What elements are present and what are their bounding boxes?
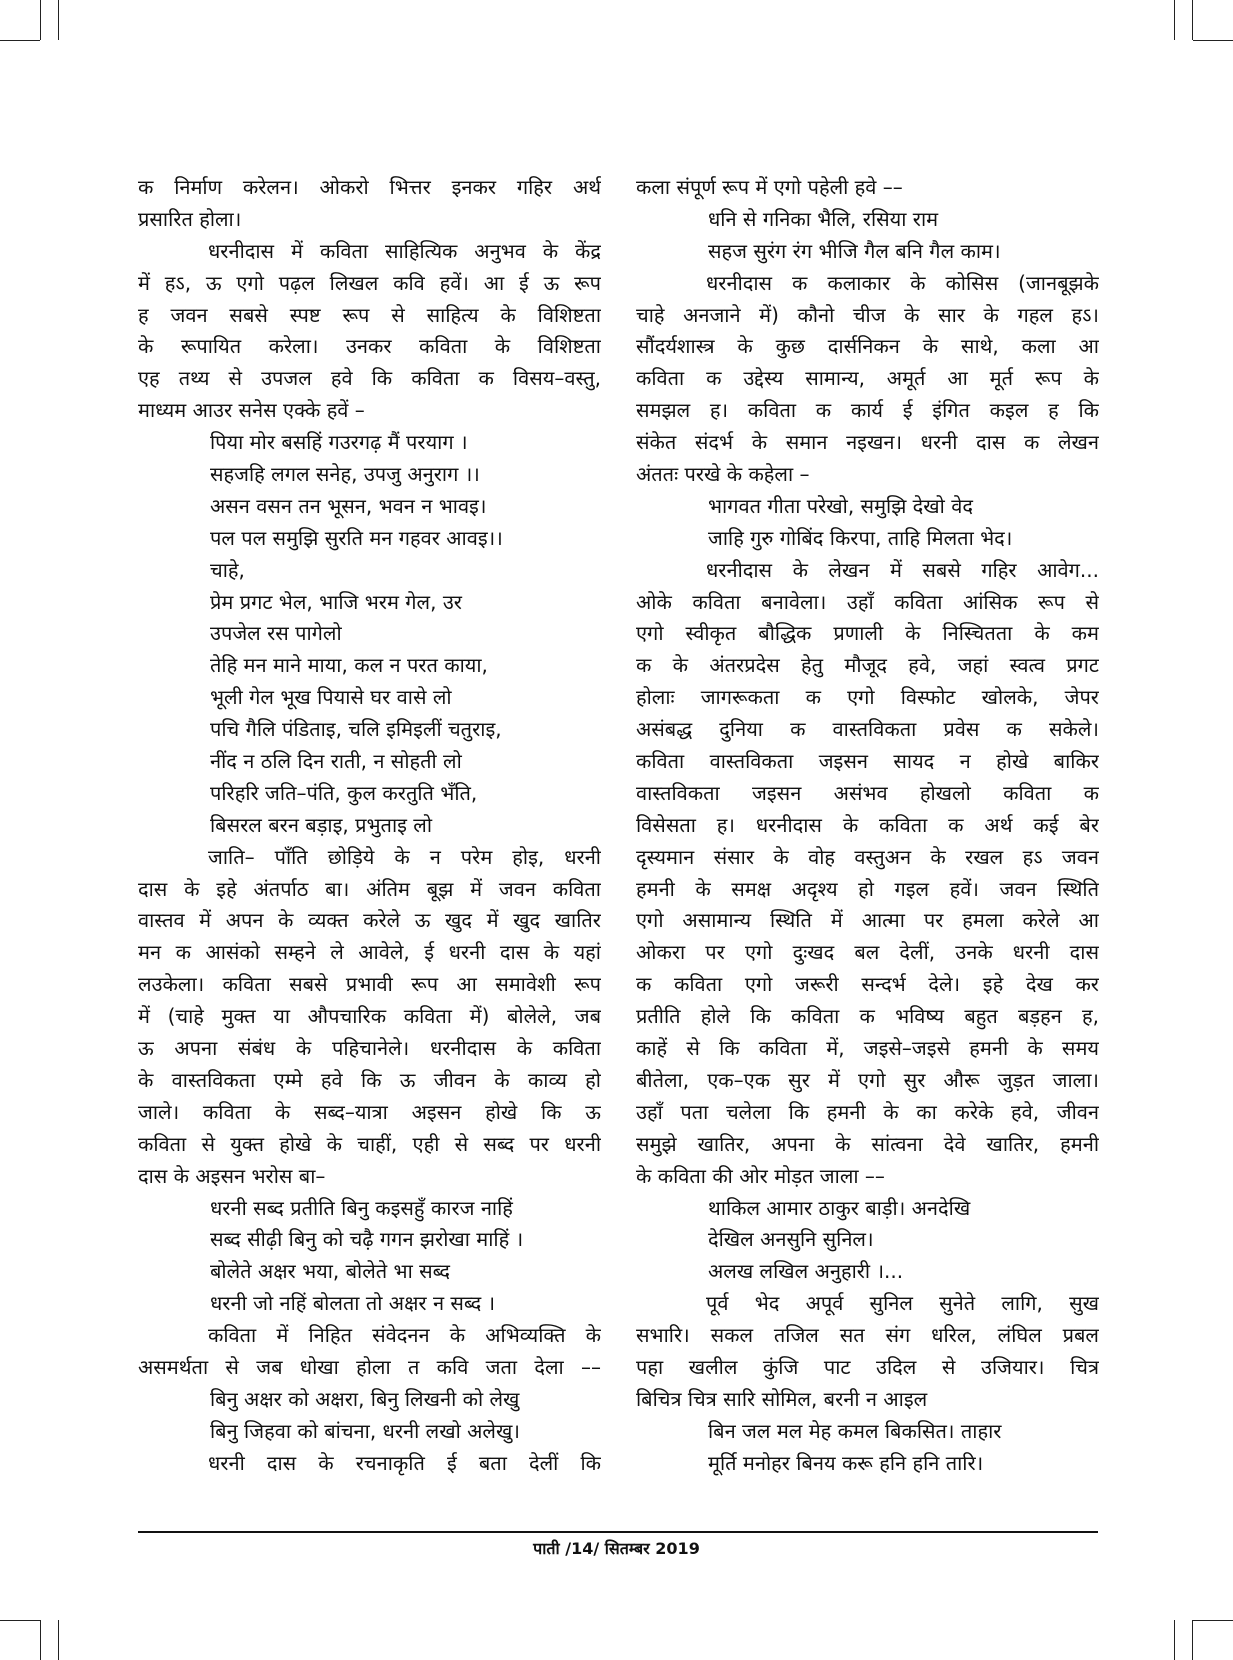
text-line: में (चाहे मुक्त या औपचारिक कविता में) बोलेले, जब	[138, 1004, 601, 1029]
verse-line: जाहि गुरु गोबिंद किरपा, ताहि मिलता भेद।	[708, 525, 1013, 550]
text-line: काहें से कि कविता में, जइसे–जइसे हमनी के समय	[636, 1036, 1099, 1061]
verse-line: तेहि मन माने माया, कल न परत काया,	[210, 653, 488, 678]
text-line: वास्तव में अपन के व्यक्त करेले ऊ खुद में खुद खातिर	[138, 908, 601, 933]
verse-line: प्रेम प्रगट भेल, भाजि भरम गेल, उर	[210, 589, 462, 614]
text-line: धरनीदास क कलाकार के कोसिस (जानबूझके	[706, 270, 1099, 295]
text-line: जाले। कविता के सब्द–यात्रा अइसन होखे कि ऊ	[138, 1099, 601, 1124]
verse-line: बिनु अक्षर को अक्षरा, बिनु लिखनी को लेखु	[210, 1386, 520, 1411]
verse-line: नींद न ठलि दिन राती, न सोहती लो	[210, 749, 462, 774]
text-line: बिचित्र चित्र सारि सोमिल, बरनी न आइल	[636, 1386, 928, 1411]
text-line: समुझे खातिर, अपना के सांत्वना देवे खातिर, हमनी	[636, 1131, 1099, 1156]
verse-line: देखिल अनसुनि सुनिल।	[708, 1227, 874, 1252]
crop-mark	[1193, 1620, 1233, 1621]
text-line: के रूपायित करेला। उनकर कविता के विशिष्टता	[138, 334, 601, 359]
text-line: पूर्व भेद अपूर्व सुनिल सुनेते लागि, सुख	[706, 1291, 1099, 1316]
text-line: क कविता एगो जरूरी सन्दर्भ देले। इहे देख कर	[636, 972, 1099, 997]
text-line: दृस्यमान संसार के वोह वस्तुअन के रखल हऽ जवन	[636, 844, 1099, 869]
text-line: हमनी के समक्ष अदृश्य हो गइल हवें। जवन स्थिति	[636, 876, 1099, 901]
footer-rule	[138, 1531, 1098, 1533]
page-footer: पाती /14/ सितम्बर 2019	[533, 1539, 700, 1558]
verse-line: बोलेते अक्षर भया, बोलेते भा सब्द	[210, 1259, 450, 1284]
text-line: धरनीदास में कविता साहित्यिक अनुभव के केंद्र	[208, 238, 601, 263]
text-line: कविता से युक्त होखे के चाहीं, एही से सब्द पर धरनी	[138, 1131, 601, 1156]
text-line: कला संपूर्ण रूप में एगो पहेली हवे ––	[636, 175, 903, 199]
crop-mark	[1192, 0, 1193, 40]
text-line: होलाः जागरूकता क एगो विस्फोट खोलके, जेपर	[636, 685, 1099, 710]
verse-line: उपजेल रस पागेलो	[210, 621, 342, 646]
verse-line: भागवत गीता परेखो, समुझि देखो वेद	[708, 493, 973, 518]
crop-mark	[1174, 0, 1175, 40]
verse-line: अलख लखिल अनुहारी ।...	[708, 1259, 904, 1284]
verse-line: बिन जल मल मेह कमल बिकसित। ताहार	[708, 1418, 1002, 1443]
text-line: लउकेला। कविता सबसे प्रभावी रूप आ समावेशी रूप	[138, 972, 601, 997]
verse-line: बिनु जिहवा को बांचना, धरनी लखो अलेखु।	[210, 1418, 520, 1443]
text-line: ओके कविता बनावेला। उहाँ कविता आंसिक रूप से	[636, 589, 1099, 614]
text-line: मन क आसंको सम्हने ले आवेले, ई धरनी दास के यहां	[138, 940, 601, 965]
crop-mark	[1193, 40, 1233, 41]
text-line: क के अंतरप्रदेस हेतु मौजूद हवे, जहां स्वत्व प्रगट	[636, 653, 1099, 678]
text-line: दास के इहे अंतर्पाठ बा। अंतिम बूझ में जवन कविता	[138, 876, 601, 901]
text-line: संकेत संदर्भ के समान नइखन। धरनी दास क लेखन	[636, 430, 1099, 455]
verse-line: परिहरि जति–पंति, कुल करतुति भँति,	[210, 780, 478, 805]
text-line: ऊ अपना संबंध के पहिचानेले। धरनीदास के कविता	[138, 1036, 601, 1061]
text-line: विसेसता ह। धरनीदास के कविता क अर्थ कई बेर	[636, 812, 1099, 837]
crop-mark	[0, 40, 40, 41]
text-line: असंबद्ध दुनिया क वास्तविकता प्रवेस क सकेले।	[636, 717, 1099, 742]
text-line: एगो स्वीकृत बौद्धिक प्रणाली के निस्चितता के कम	[636, 621, 1099, 646]
verse-line: पचि गैलि पंडिताइ, चलि इमिइलीं चतुराइ,	[210, 717, 502, 742]
text-line: जाति– पाँति छोड़िये के न परेम होइ, धरनी	[208, 844, 601, 869]
verse-line: सब्द सीढ़ी बिनु को चढ़ै गगन झरोखा माहिं ।	[210, 1227, 524, 1252]
text-line: प्रसारित होला।	[138, 206, 242, 231]
verse-line: थाकिल आमार ठाकुर बाड़ी। अनदेखि	[708, 1195, 971, 1220]
text-line: धरनीदास के लेखन में सबसे गहिर आवेग...	[706, 557, 1099, 582]
verse-line: पिया मोर बसहिं गउरगढ़ मैं परयाग ।	[210, 430, 468, 455]
crop-mark	[58, 0, 59, 40]
crop-mark	[58, 1620, 59, 1660]
verse-line: असन वसन तन भूसन, भवन न भावइ।	[210, 493, 487, 518]
text-line: वास्तविकता जइसन असंभव होखलो कविता क	[636, 780, 1099, 805]
text-line: एगो असामान्य स्थिति में आत्मा पर हमला करेले आ	[636, 908, 1099, 933]
verse-line: धरनी जो नहिं बोलता तो अक्षर न सब्द ।	[210, 1291, 496, 1316]
verse-line: सहज सुरंग रंग भीजि गैल बनि गैल काम।	[708, 238, 1001, 263]
text-line: कविता वास्तविकता जइसन सायद न होखे बाकिर	[636, 749, 1099, 774]
crop-mark	[1174, 1620, 1175, 1660]
text-line: असमर्थता से जब धोखा होला त कवि जता देला ––	[138, 1354, 601, 1379]
verse-line: धरनी सब्द प्रतीति बिनु कइसहुँ कारज नाहिं	[210, 1195, 513, 1220]
crop-mark	[1192, 1620, 1193, 1660]
verse-line: मूर्ति मनोहर बिनय करू हनि हनि तारि।	[708, 1450, 984, 1475]
text-line: ह जवन सबसे स्पष्ट रूप से साहित्य के विशिष्टता	[138, 302, 601, 327]
crop-mark	[0, 1620, 40, 1621]
text-line: ओकरा पर एगो दुःखद बल देलीं, उनके धरनी दास	[636, 940, 1099, 965]
verse-line: धनि से गनिका भैलि, रसिया राम	[708, 206, 939, 231]
text-line: अंततः परखे के कहेला –	[636, 462, 810, 487]
crop-mark	[40, 1620, 41, 1660]
verse-line: सहजहि लगल सनेह, उपजु अनुराग ।।	[210, 462, 480, 487]
text-line: एह तथ्य से उपजल हवे कि कविता क विसय–वस्तु,	[138, 366, 601, 391]
text-line: धरनी दास के रचनाकृति ई बता देलीं कि	[208, 1450, 601, 1475]
text-line: प्रतीति होले कि कविता क भविष्य बहुत बड़हन ह,	[636, 1004, 1099, 1029]
text-line: उहाँ पता चलेला कि हमनी के का करेके हवे, जीवन	[636, 1099, 1099, 1124]
left-text-column	[138, 172, 601, 1480]
verse-line: बिसरल बरन बड़ाइ, प्रभुताइ लो	[210, 812, 433, 837]
verse-line: चाहे,	[210, 557, 245, 582]
text-line: चाहे अनजाने में) कौनो चीज के सार के गहल हऽ।	[636, 302, 1099, 327]
text-line: के वास्तविकता एम्मे हवे कि ऊ जीवन के काव्य हो	[138, 1067, 601, 1092]
text-line: क निर्माण करेलन। ओकरो भित्तर इनकर गहिर अर्थ	[138, 175, 601, 199]
verse-line: भूली गेल भूख पियासे घर वासे लो	[210, 685, 452, 710]
right-text-column	[636, 172, 1099, 1480]
text-line: समझल ह। कविता क कार्य ई इंगित कइल ह कि	[636, 398, 1099, 423]
text-line: कविता में निहित संवेदनन के अभिव्यक्ति के	[208, 1323, 601, 1348]
text-line: सभारि। सकल तजिल सत संग धरिल, लंघिल प्रबल	[636, 1323, 1099, 1348]
text-line: दास के अइसन भरोस बा–	[138, 1163, 326, 1188]
text-line: के कविता की ओर मोड़त जाला ––	[636, 1163, 885, 1188]
text-line: सौंदर्यशास्त्र के कुछ दार्सनिकन के साथे, कला आ	[636, 334, 1099, 359]
verse-line: पल पल समुझि सुरति मन गहवर आवइ।।	[210, 525, 503, 550]
text-line: में हऽ, ऊ एगो पढ़ल लिखल कवि हवें। आ ई ऊ रूप	[138, 270, 601, 295]
crop-mark	[40, 0, 41, 40]
text-line: माध्यम आउर सनेस एक्के हवें –	[138, 398, 365, 423]
text-line: कविता क उद्देस्य सामान्य, अमूर्त आ मूर्त रूप के	[636, 366, 1099, 391]
text-line: बीतेला, एक–एक सुर में एगो सुर औरू जुड़त जाला।	[636, 1067, 1099, 1092]
text-line: पहा खलील कुंजि पाट उदिल से उजियार। चित्र	[636, 1354, 1099, 1379]
